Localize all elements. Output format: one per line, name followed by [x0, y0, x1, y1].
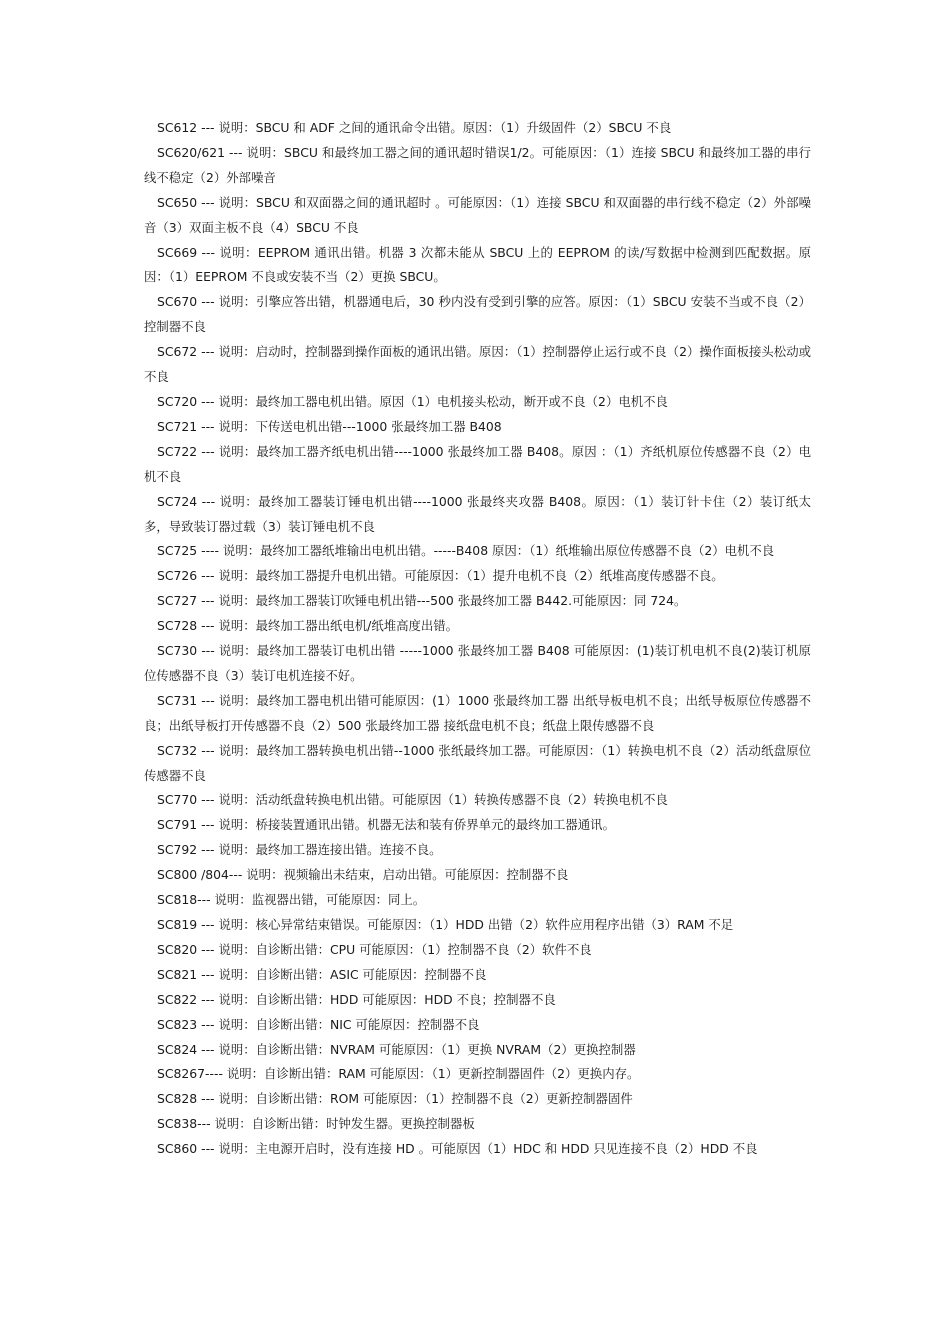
error-code-entry-sc730: SC730 --- 说明：最终加工器装订电机出错 -----1000 张最终加工器 B408 可能原因：(1)装订机电机不良(2)装订机原位传感器不良（3）装订电机连接不好。	[144, 643, 811, 683]
error-code-entry-sc860: SC860 --- 说明：主电源开启时，没有连接 HD 。可能原因（1）HDC 和 HDD 只见连接不良（2）HDD 不良	[157, 1141, 758, 1157]
error-code-entry-sc725: SC725 ---- 说明：最终加工器纸堆输出电机出错。-----B408 原因：（1）纸堆输出原位传感器不良（2）电机不良	[157, 543, 775, 559]
error-code-entry-sc800-804: SC800 /804--- 说明：视频输出未结束，启动出错。可能原因：控制器不良	[157, 867, 569, 883]
error-code-entry-sc770: SC770 --- 说明：活动纸盘转换电机出错。可能原因（1）转换传感器不良（2）转换电机不良	[157, 792, 668, 808]
error-code-entry-sc792: SC792 --- 说明：最终加工器连接出错。连接不良。	[157, 842, 442, 858]
error-code-entry-sc721: SC721 --- 说明：下传送电机出错---1000 张最终加工器 B408	[157, 418, 502, 434]
error-code-entry-sc791: SC791 --- 说明：桥接装置通讯出错。机器无法和装有侨界单元的最终加工器通讯。	[157, 817, 615, 833]
error-code-entry-sc612: SC612 --- 说明：SBCU 和 ADF 之间的通讯命令出错。原因：（1）升级固件（2）SBCU 不良	[157, 120, 672, 135]
error-code-entry-sc726: SC726 --- 说明：最终加工器提升电机出错。可能原因：（1）提升电机不良（2）纸堆高度传感器不良。	[157, 568, 724, 584]
document-body	[144, 116, 811, 1162]
error-code-entry-sc819: SC819 --- 说明：核心异常结束错误。可能原因：（1）HDD 出错（2）软件应用程序出错（3）RAM 不足	[157, 917, 734, 932]
error-code-entry-sc838: SC838--- 说明：自诊断出错：时钟发生器。更换控制器板	[157, 1116, 475, 1132]
error-code-entry-sc824: SC824 --- 说明：自诊断出错：NVRAM 可能原因：（1）更换 NVRAM（2）更换控制器	[157, 1041, 636, 1057]
error-code-entry-sc828: SC828 --- 说明：自诊断出错：ROM 可能原因：（1）控制器不良（2）更新控制器固件	[157, 1091, 633, 1107]
error-code-entry-sc620-621: SC620/621 --- 说明：SBCU 和最终加工器之间的通讯超时错误1/2。可能原因：（1）连接 SBCU 和最终加工器的串行线不稳定（2）外部噪音	[144, 144, 811, 185]
error-code-entry-sc672: SC672 --- 说明：启动时，控制器到操作面板的通讯出错。原因：（1）控制器停止运行或不良（2）操作面板接头松动或不良	[144, 344, 811, 385]
error-code-entry-sc823: SC823 --- 说明：自诊断出错：NIC 可能原因：控制器不良	[157, 1016, 480, 1032]
error-code-entry-sc820: SC820 --- 说明：自诊断出错：CPU 可能原因：（1）控制器不良（2）软件不良	[157, 941, 592, 957]
error-code-entry-sc822: SC822 --- 说明：自诊断出错：HDD 可能原因：HDD 不良；控制器不良	[157, 991, 556, 1007]
error-code-entry-sc731: SC731 --- 说明：最终加工器电机出错可能原因：(1）1000 张最终加工器 出纸导板电机不良；出纸导板原位传感器不良；出纸导板打开传感器不良（2）500 张最终加工器 接纸盘电机不良；纸盘上限传感器不良	[144, 692, 811, 733]
error-code-entry-sc670: SC670 --- 说明：引擎应答出错，机器通电后，30 秒内没有受到引擎的应答。原因：（1）SBCU 安装不当或不良（2）控制器不良	[144, 294, 811, 335]
error-code-entry-sc669: SC669 --- 说明：EEPROM 通讯出错。机器 3 次都未能从 SBCU 上的 EEPROM 的读/写数据中检测到匹配数据。原因：（1）EEPROM 不良或安装不当（2）更换 SBCU。	[144, 244, 811, 285]
error-code-entry-sc720: SC720 --- 说明：最终加工器电机出错。原因（1）电机接头松动，断开或不良（2）电机不良	[157, 393, 668, 409]
error-code-entry-sc724: SC724 --- 说明：最终加工器装订锤电机出错----1000 张最终夹攻器 B408。原因：（1）装订针卡住（2）装订纸太多，导致装订器过载（3）装订锤电机不良	[144, 493, 811, 534]
error-code-entry-sc728: SC728 --- 说明：最终加工器出纸电机/纸堆高度出错。	[157, 618, 459, 634]
error-code-entry-sc732: SC732 --- 说明：最终加工器转换电机出错--1000 张纸最终加工器。可能原因：（1）转换电机不良（2）活动纸盘原位传感器不良	[144, 742, 811, 783]
error-code-entry-sc821: SC821 --- 说明：自诊断出错：ASIC 可能原因：控制器不良	[157, 966, 487, 982]
error-code-entry-sc8267: SC8267---- 说明：自诊断出错：RAM 可能原因：（1）更新控制器固件（2）更换内存。	[157, 1066, 640, 1082]
error-code-entry-sc650: SC650 --- 说明：SBCU 和双面器之间的通讯超时 。可能原因：（1）连接 SBCU 和双面器的串行线不稳定（2）外部噪音（3）双面主板不良（4）SBCU 不良	[144, 194, 811, 235]
error-code-entry-sc727: SC727 --- 说明：最终加工器装订吹锤电机出错---500 张最终加工器 B442.可能原因：同 724。	[157, 593, 687, 609]
error-code-entry-sc818: SC818--- 说明：监视器出错，可能原因：同上。	[157, 892, 426, 908]
error-code-entry-sc722: SC722 --- 说明：最终加工器齐纸电机出错----1000 张最终加工器 B408。原因 ：（1）齐纸机原位传感器不良（2）电机不良	[144, 443, 811, 484]
